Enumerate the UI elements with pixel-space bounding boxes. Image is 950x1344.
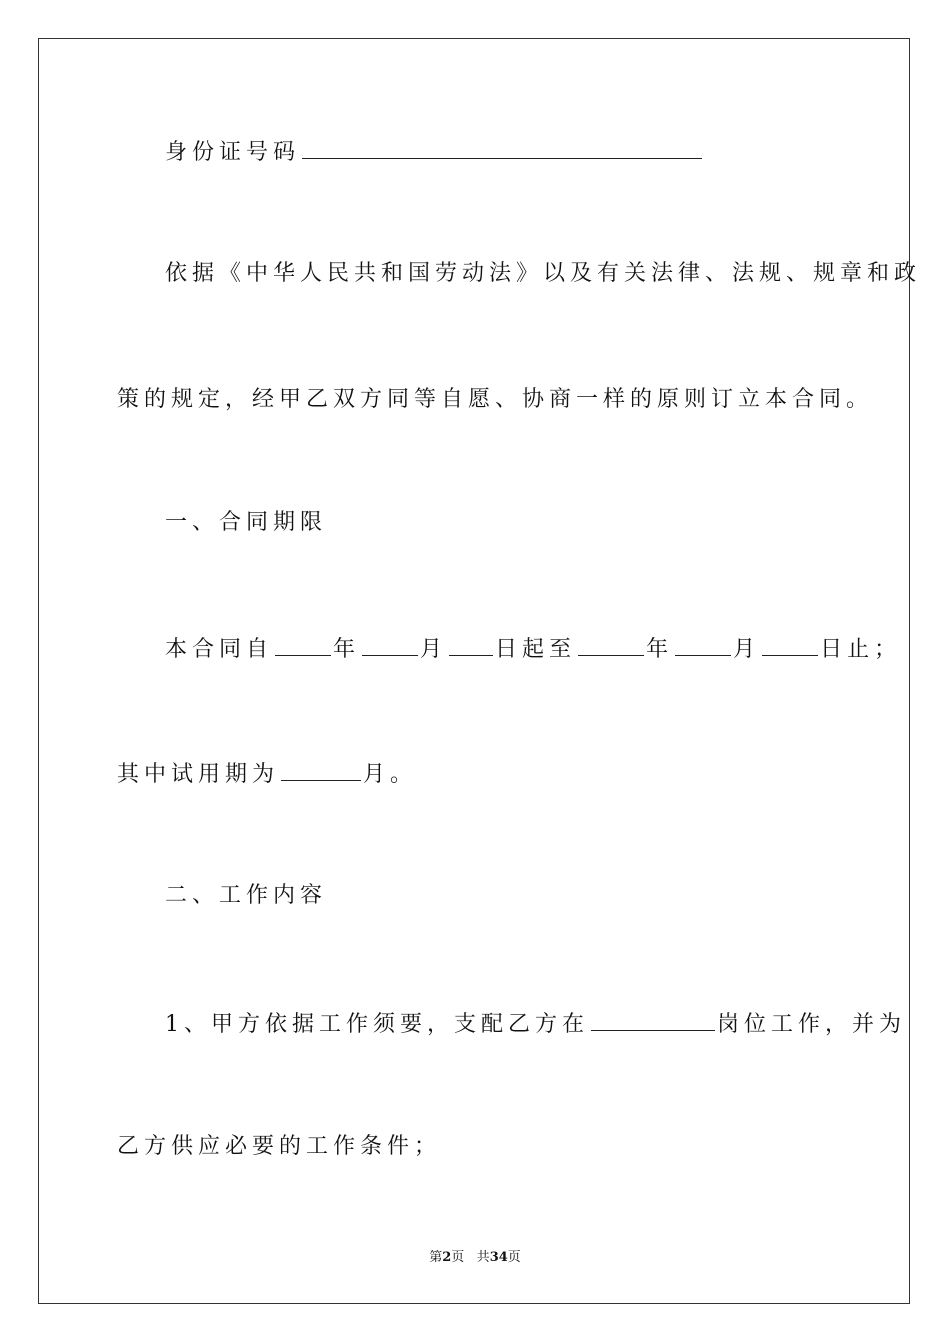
term-year2: 年	[646, 637, 674, 662]
section-title-work: 二、工作内容	[165, 883, 328, 908]
id-number-line	[165, 140, 704, 164]
term-month2: 月	[733, 637, 761, 662]
term-month1: 月	[420, 637, 448, 662]
term-prefix: 本合同自	[165, 637, 274, 662]
basis-line-2: 策的规定，经甲乙双方同等自愿、协商一样的原则订立本合同。	[117, 387, 874, 412]
work-line-2: 乙方供应必要的工作条件；	[117, 1134, 442, 1159]
term-day2: 日止；	[820, 637, 902, 662]
end-month-blank	[675, 637, 731, 656]
end-year-blank	[578, 637, 644, 656]
term-line	[165, 637, 901, 661]
footer-page-mid: 页	[451, 1250, 465, 1265]
start-year-blank	[275, 637, 331, 656]
probation-suffix: 月。	[363, 762, 418, 787]
footer-total-prefix: 共	[476, 1250, 490, 1265]
id-number-blank	[302, 140, 702, 159]
probation-prefix: 其中试用期为	[117, 762, 280, 787]
page-border	[38, 38, 910, 1304]
start-day-blank	[449, 637, 493, 656]
end-day-blank	[762, 637, 818, 656]
footer-page-prefix: 第	[429, 1250, 443, 1265]
work-line-1	[165, 1012, 906, 1036]
id-number-label: 身份证号码	[165, 140, 301, 165]
basis-line-1: 依据《中华人民共和国劳动法》以及有关法律、法规、规章和政	[165, 261, 922, 286]
probation-line	[117, 762, 417, 786]
work-suffix: 岗位工作，并为	[717, 1012, 907, 1037]
term-year1: 年	[333, 637, 361, 662]
footer-total-suffix: 页	[507, 1250, 521, 1265]
footer-page-number: 2	[442, 1250, 452, 1265]
page-footer	[0, 1251, 950, 1264]
section-title-term: 一、合同期限	[165, 510, 328, 535]
term-day1: 日起至	[495, 637, 577, 662]
probation-blank	[281, 762, 361, 781]
position-blank	[591, 1012, 715, 1031]
footer-total-number: 34	[489, 1250, 508, 1265]
work-prefix: 1、甲方依据工作须要，支配乙方在	[165, 1012, 589, 1037]
start-month-blank	[362, 637, 418, 656]
